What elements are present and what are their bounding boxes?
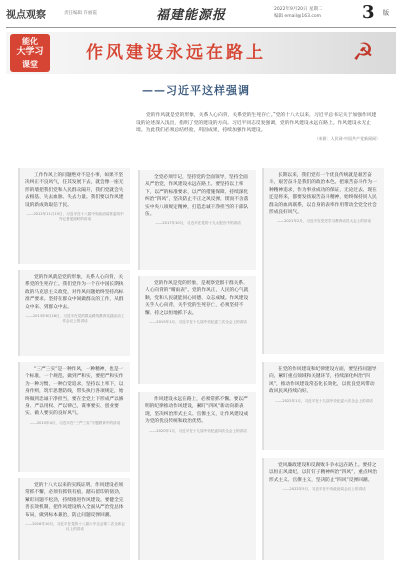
article-source: ——2017年10月，习近平在党的十九大报告中的讲话	[155, 221, 241, 226]
column-badge	[10, 34, 50, 72]
article-source: ——2022年5月，习近平在中央政治局会议上的讲话	[282, 487, 366, 492]
page-number: 3	[362, 2, 375, 23]
article-card	[138, 170, 256, 270]
badge-line-3: 课堂	[22, 60, 38, 69]
article-text: 党的作风是党的形象，是观察党群干群关系、人心向背的“晴雨表”。党的作风正，人民的心气就顺，党和人民就能同心同德、众志成城。作风建设关乎人心向背，关乎党的生死存亡，必须坚持不懈、持之以恒地抓下去。	[145, 281, 249, 316]
newspaper-title: 福建能源报	[156, 8, 227, 23]
article-text: 工作作风上的问题绝对不是小事，如果不坚决纠正不良风气，任其发展下去，就会像一座无形的墙把我们党和人民群众隔开，我们党就会失去根基、失去血脉、失去力量。我们要以作风建设的新成效取信于民。	[25, 173, 124, 208]
article-card	[262, 168, 384, 354]
article-text: 全党必须牢记，坚持党的全面领导，坚持全面从严治党，作风建设永远在路上。要坚持以上率下，以严的标准要求，以严的措施保障，持续深化纠治“四风”，坚决防止不正之风反弹，锲而不舍落实中央八项规定精神，打造忠诚干净担当的干部队伍。	[145, 175, 249, 218]
article-source: ——2020年1月，习近平在十九届中央纪委四次全会上的讲话	[149, 428, 247, 433]
article-text: 党的作风就是党的形象，关系人心向背，关系党的生死存亡。我们党作为一个在中国长期执政的马克思主义政党，对作风问题始终坚持高标准严要求。坚持在群众中间做群众的工作，从群众中来、到群众中去。	[25, 275, 124, 310]
article-card	[138, 392, 256, 560]
article-text: 在党的作风建设和纪律建设方面，要坚持问题导向，紧盯重点领域和关键环节，持续深化纠治“四风”，推动作风建设常态化长效化，以优良党风带动政风民风持续向好。	[269, 367, 377, 395]
article-source: ——2021年2月，习近平在党史学习教育动员大会上的讲话	[276, 219, 372, 224]
banner-title: 作风建设永远在路上	[86, 43, 266, 63]
intro-source: （来源：人民网-中国共产党新闻网）	[314, 135, 380, 141]
issue-date: 2022年9月20日 星期二	[274, 7, 323, 12]
article-source: ——2016年10月，习近平在党的十八届六中全会第二次全体会议上的讲话	[25, 522, 125, 532]
intro-text: 党的作风就是党的形象，关系人心向背，关系党的生死存亡。”党的十八大以来，习近平总书记关于加强作风建设的论述深入浅出，指明了党的建设的方向。习近平同志反复强调，党的作风建设永远在路上。作风建设永无止境。为此我们必须总结经验，巩固成果，持续加强作风建设。	[136, 113, 377, 134]
feature-banner	[6, 32, 396, 74]
intro-paragraph	[136, 112, 380, 162]
issue-contact: 编辑 email@163.com	[274, 14, 321, 19]
article-text: 党风廉政建设和反腐败斗争永远在路上。要持之以恒正风肃纪，以钉钉子精神纠治“四风”，重点纠治形式主义、官僚主义，坚决防止“四风”反弹回潮。	[269, 463, 377, 483]
article-card	[18, 168, 130, 264]
article-text: “三严三实”是一种作风，一种精神，也是一个标准，一个规范。做到严和实，要把严和实作为一种习惯，一种自觉追求，坚持以上率下，以身作则，筑牢思想防线，带头执行各项规定，始终做到忠诚干净担当，要在全党上下形成严以修身、严以用权、严以律己，谋事要实、创业要实、做人要实的良好风气。	[25, 367, 124, 417]
article-card	[138, 276, 256, 384]
article-card	[262, 458, 384, 560]
article-card	[18, 362, 130, 472]
column-name: 视点观察	[6, 10, 46, 21]
badge-line-1: 能化	[22, 37, 38, 46]
article-source: ——2012年11月15日，习近平在十八届中央政治局常委同中外记者见面时的讲话	[26, 212, 124, 222]
party-emblem-icon: ☭	[352, 38, 374, 66]
badge-line-2: 大学习	[16, 47, 44, 57]
article-card	[18, 270, 130, 356]
article-source: ——2022年1月，习近平在十九届中央纪委六次全会上的讲话	[275, 398, 373, 403]
article-source: ——2015年4月，习近平在“三严三实”专题教育中的讲话	[29, 420, 121, 425]
article-text: 党的十八大以来的实践证明，作风建设必须常抓不懈，必须有抓铁有痕、踏石留印的韧劲，紧盯问题不松劲，持续推进作风建设。要健全完善长效机制，把作风建设纳入全面从严治党总体布局，做到标本兼治，防止问题反弹回潮。	[25, 483, 124, 518]
article-card	[262, 362, 384, 450]
article-card	[18, 478, 130, 560]
article-text: 长期以来，我们党有一个优良传统就是艰苦奋斗，艰苦奋斗是我们的政治本色。把艰苦奋斗作为一种精神追求，作为事业成功的保证，无论过去、现在还是将来，都要发扬艰苦奋斗精神，始终保持同人民群众的血肉联系，以自身的表率作用带动全党全社会形成良好风气。	[269, 173, 377, 216]
subhead: ——习近平这样强调	[142, 84, 250, 97]
page-label: 版	[383, 10, 390, 17]
article-source: ——2013年6月18日，习近平在党的群众路线教育实践活动工作会议上的讲话	[25, 314, 125, 324]
article-text: 作风建设永远在路上，必须常抓不懈。要以严明的纪律推动作风建设，紧盯“四风”新动向新表现，坚决纠治形式主义、官僚主义，让作风建设成为党的优良传统和政治优势。	[145, 397, 249, 425]
article-source: ——2019年1月，习近平在十九届中央纪委三次全会上的讲话	[149, 320, 247, 325]
masthead-rule	[6, 27, 396, 28]
column-editor: 责任编辑 许丽霞	[64, 11, 97, 16]
